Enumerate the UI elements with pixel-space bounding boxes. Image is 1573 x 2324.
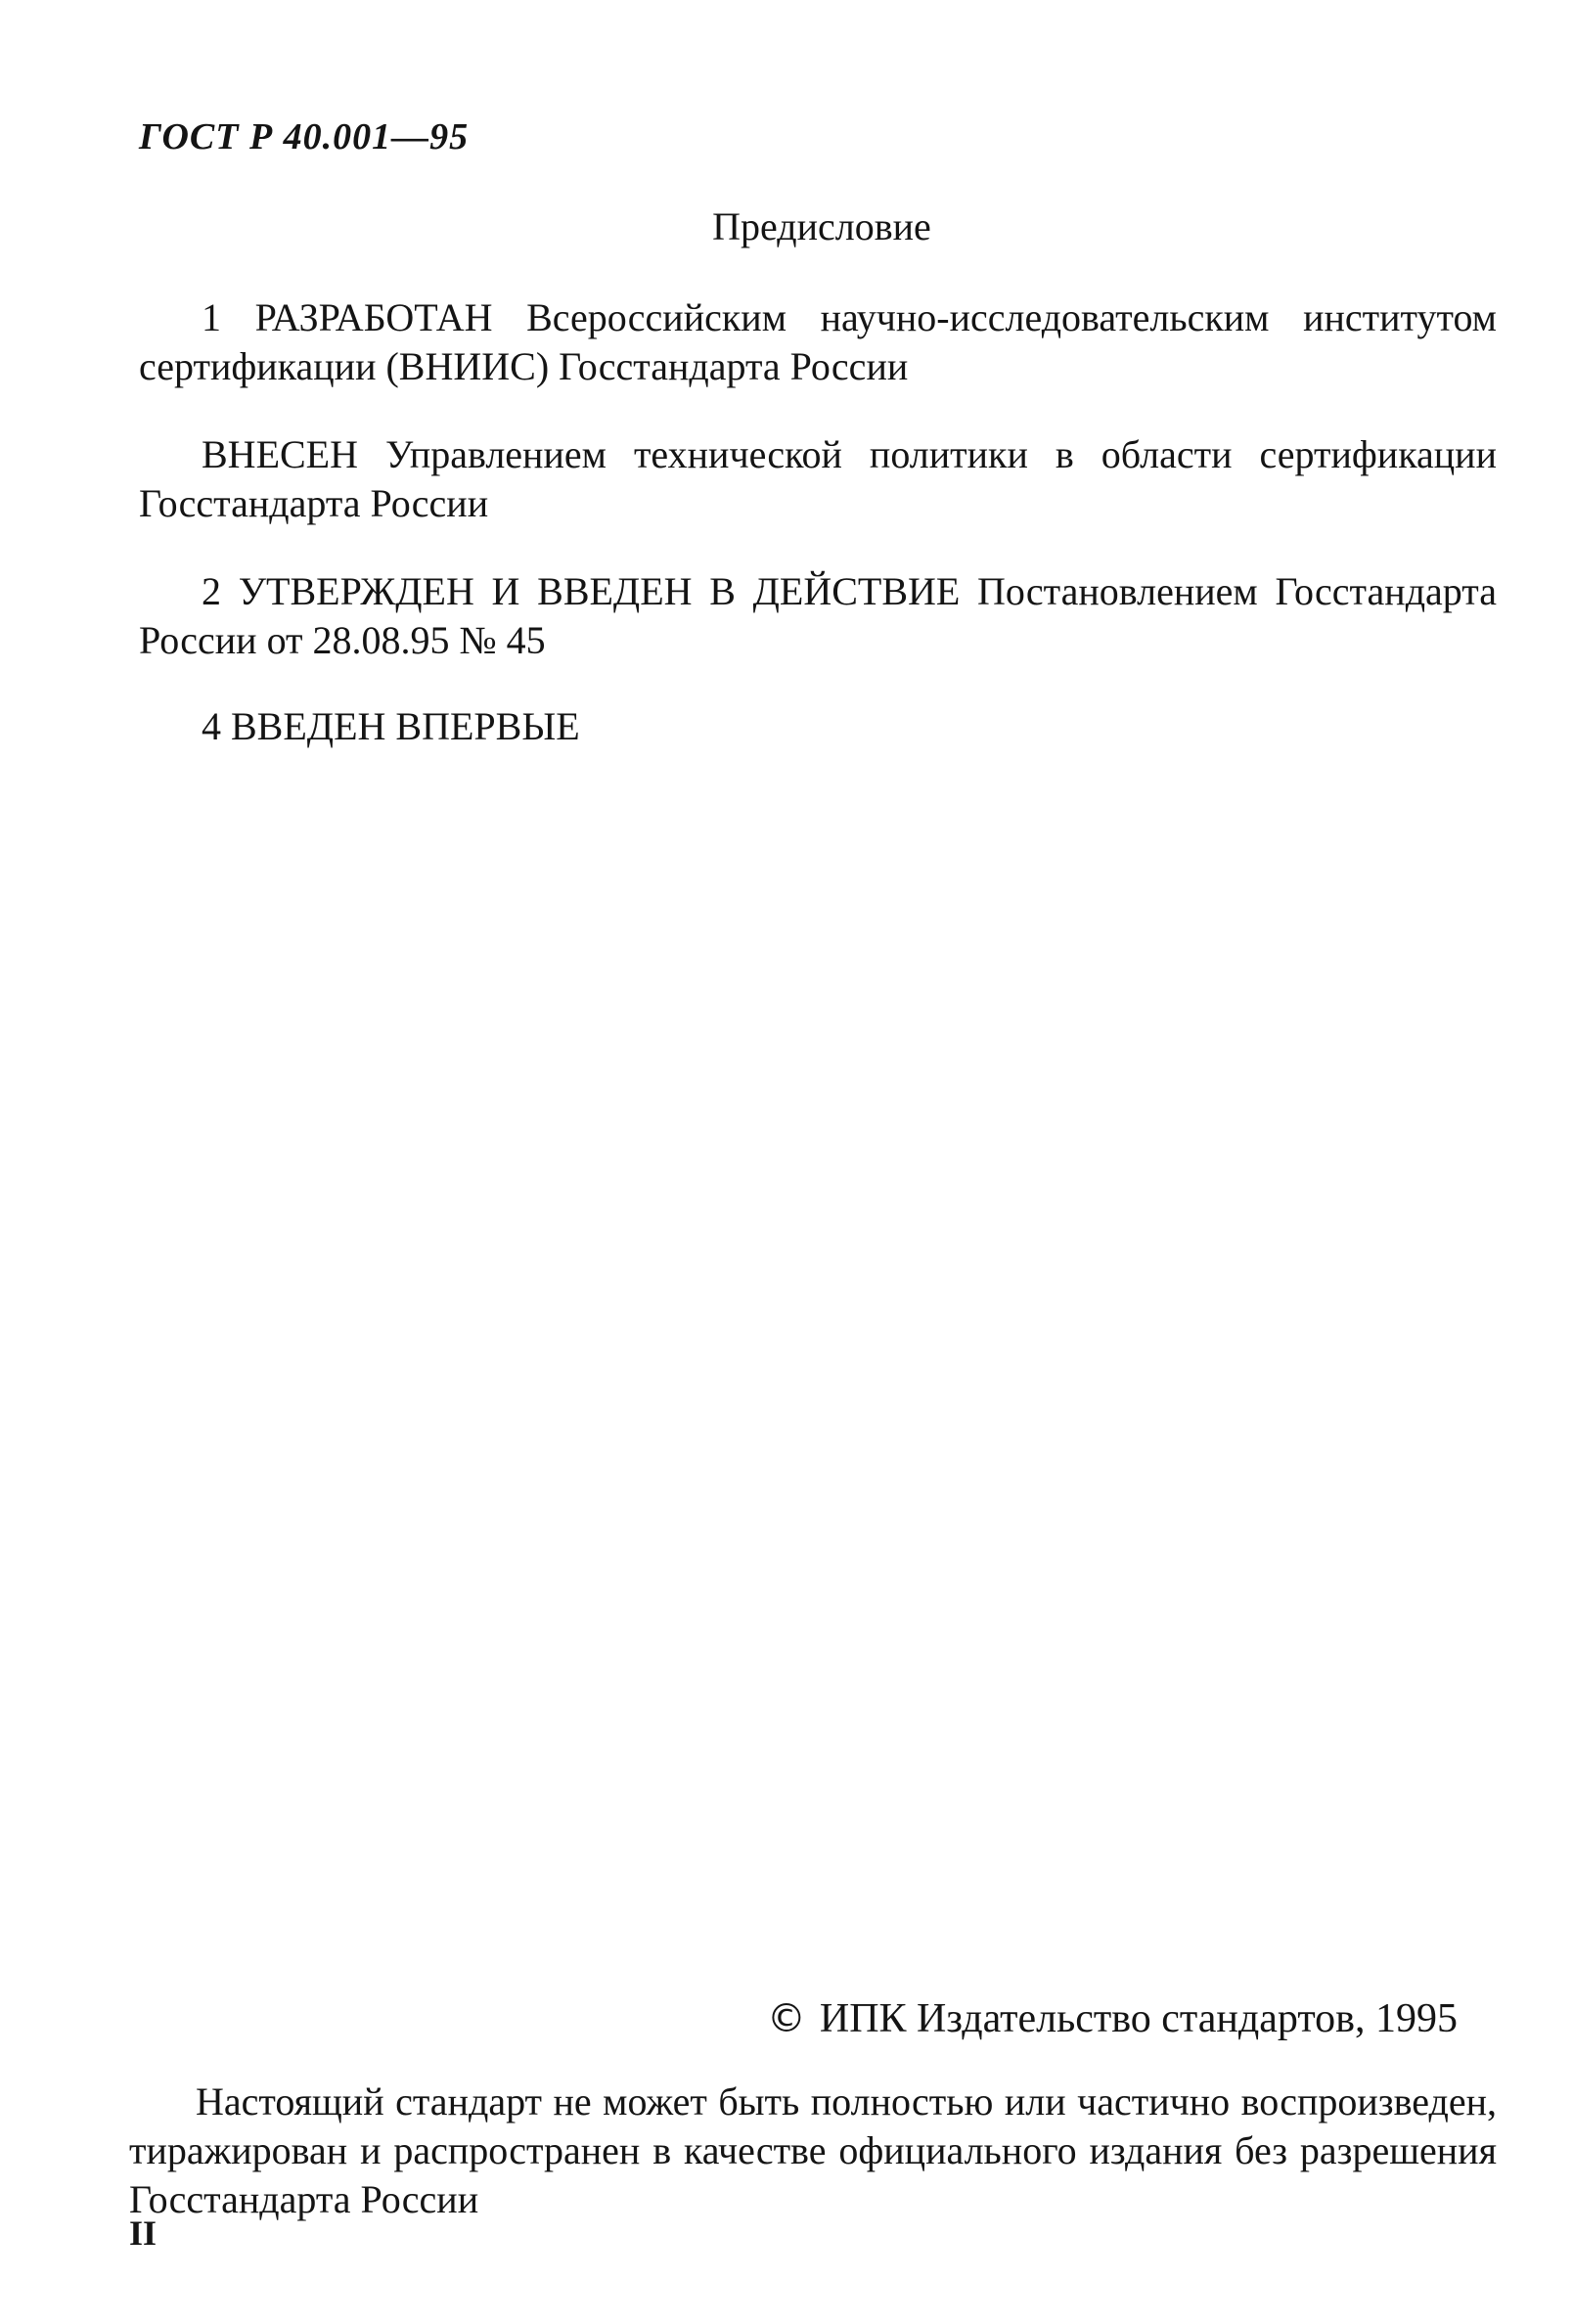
page-number: II [129,2213,157,2253]
copyright-icon: © [766,1996,806,2041]
paragraph-developed-by: 1 РАЗРАБОТАН Всероссийским научно-исследовательским институтом сертификации (ВНИИС) Госстандарта России [139,295,1497,388]
document-code-header: ГОСТ Р 40.001—95 [139,116,470,157]
copyright-text: ИПК Издательство стандартов, 1995 [819,1996,1458,2041]
paragraph-first-introduced: 4 ВВЕДЕН ВПЕРВЫЕ [202,704,580,748]
paragraph-introduced-by: ВНЕСЕН Управлением технической политики в области сертификации Госстандарта России [139,432,1497,525]
copyright-line [767,1995,1458,2042]
reproduction-notice: Настоящий стандарт не может быть полностью или частично воспроизведен, тиражирован и распространен в качестве официального издания без разрешения Госстандарта России [129,2079,1497,2221]
paragraph-approved: 2 УТВЕРЖДЕН И ВВЕДЕН В ДЕЙСТВИЕ Постановлением Госстандарта России от 28.08.95 № 45 [139,569,1497,662]
section-title: Предисловие [712,204,931,248]
